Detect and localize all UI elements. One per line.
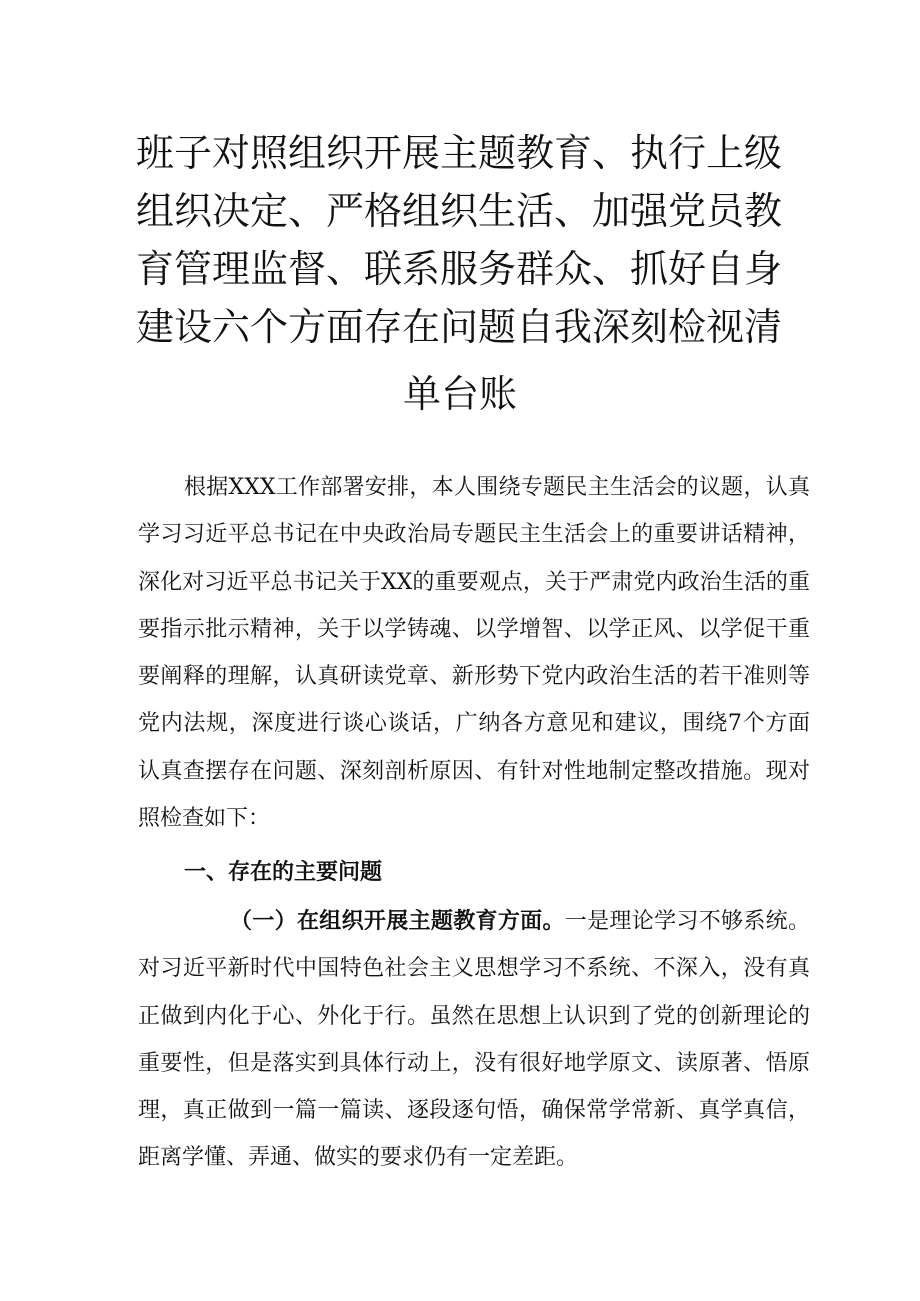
document-title-tail: 单台账 xyxy=(402,372,517,416)
section-heading: 一、存在的主要问题 xyxy=(184,860,383,885)
subsection-heading: （一）在组织开展主题教育方面。 xyxy=(230,909,565,934)
subsection-text: 一是理论学习不够系统。对习近平新时代中国特色社会主义思想学习不系统、不深入，没有真正做到内化于心、外化于行。虽然在思想上认识到了党的创新理论的重要性，但是落实到具体行动上，没有很好地学原文、读原著、悟原理，真正做到一篇一篇读、逐段逐句悟，确保常学常新、真学真信，距离学懂、弄通、做实的要求仍有一定差距。 xyxy=(138,909,810,1171)
document-title: 班子对照组织开展主题教育、执行上级组织决定、严格组织生活、加强党员教育管理监督、联系服务群众、抓好自身建设六个方面存在问题自我深刻检视清 xyxy=(136,131,783,349)
subsection-paragraph xyxy=(138,898,810,1182)
intro-paragraph: 根据XXX工作部署安排，本人围绕专题民主生活会的议题，认真学习习近平总书记在中央政治局专题民主生活会上的重要讲话精神，深化对习近平总书记关于XX的重要观点，关于严肃党内政治生活的重要指示批示精神，关于以学铸魂、以学增智、以学正风、以学促干重要阐释的理解，认真研读党章、新形势下党内政治生活的若干准则等党内法规，深度进行谈心谈话，广纳各方意见和建议，围绕7个方面认真查摆存在问题、深刻剖析原因、有针对性地制定整改措施。现对照检查如下： xyxy=(138,475,810,832)
